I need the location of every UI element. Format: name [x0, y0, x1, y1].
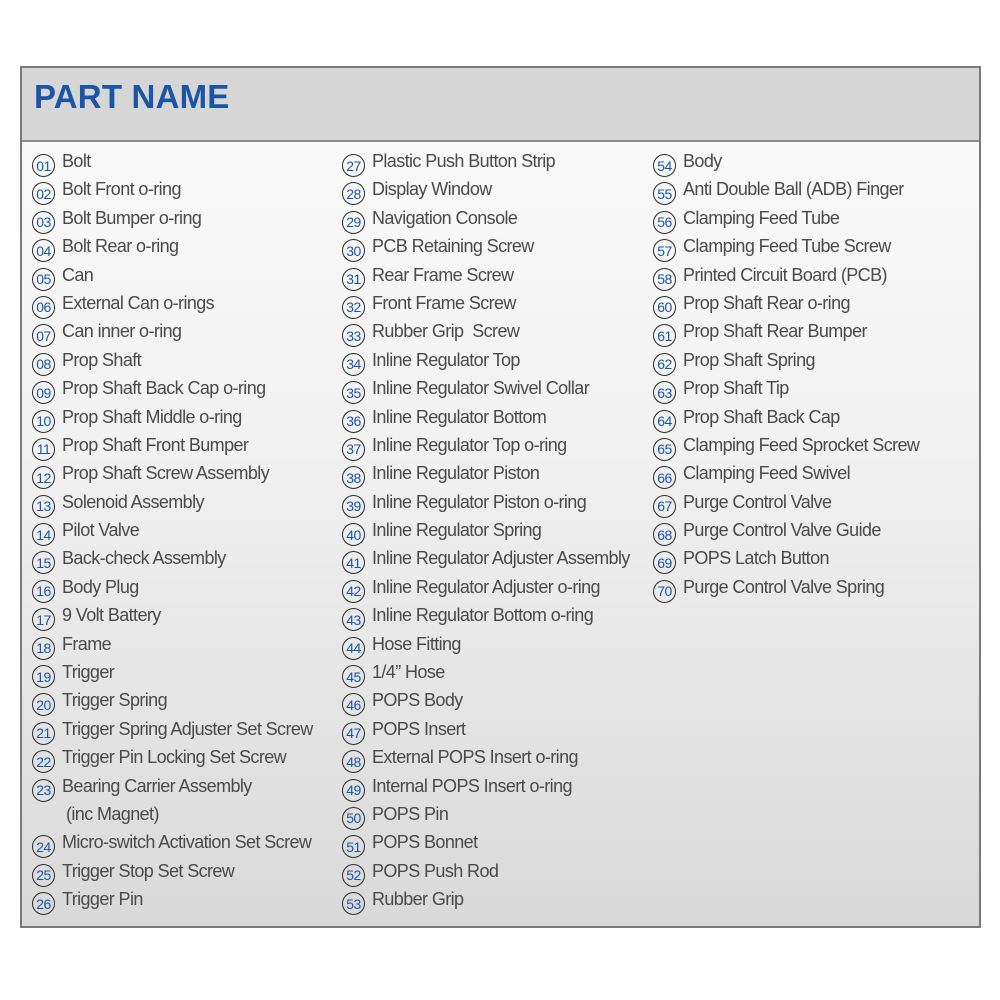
- part-item: [342, 235, 630, 263]
- part-name-text: POPS Body: [372, 690, 463, 711]
- part-name-text: Frame: [62, 633, 112, 654]
- part-name: [372, 349, 520, 372]
- part-name: [683, 292, 850, 315]
- part-number-badge: 10: [32, 410, 55, 433]
- part-number-badge: 36: [342, 410, 365, 433]
- part-number-badge: 64: [653, 410, 676, 433]
- part-item: [342, 150, 630, 178]
- part-item: [32, 235, 313, 263]
- part-item: [342, 718, 630, 746]
- part-name: [372, 491, 586, 514]
- part-name-text: Rubber Grip Screw: [372, 321, 520, 342]
- part-name-text: Clamping Feed Sprocket Screw: [683, 434, 920, 455]
- part-item: [32, 831, 313, 859]
- part-item: [32, 888, 313, 916]
- part-name: [372, 746, 578, 769]
- part-name: [372, 689, 463, 712]
- part-name: [372, 888, 463, 911]
- part-name-text: Purge Control Valve Spring: [683, 576, 885, 597]
- part-item: [653, 377, 919, 405]
- part-name-text: Printed Circuit Board (PCB): [683, 264, 887, 285]
- part-number-badge: 46: [342, 693, 365, 716]
- part-number-badge: 49: [342, 779, 365, 802]
- part-item: [653, 235, 919, 263]
- part-item: [342, 604, 630, 632]
- part-name: [372, 519, 541, 542]
- part-number-badge: 47: [342, 722, 365, 745]
- part-name: [372, 150, 555, 173]
- part-number-badge: 63: [653, 381, 676, 404]
- part-number-badge: 17: [32, 608, 55, 631]
- part-number-badge: 60: [653, 296, 676, 319]
- part-name: [372, 831, 477, 854]
- part-item: [342, 746, 630, 774]
- part-name-text: POPS Pin: [372, 803, 449, 824]
- part-number-badge: 69: [653, 551, 676, 574]
- part-item: [32, 320, 313, 348]
- part-name: [62, 349, 141, 372]
- part-name-text: Clamping Feed Swivel: [683, 463, 851, 484]
- part-name-text: Prop Shaft Back Cap: [683, 406, 840, 427]
- parts-column-2: [342, 150, 630, 917]
- part-number-badge: 14: [32, 523, 55, 546]
- part-item: [32, 718, 313, 746]
- part-name: [62, 746, 286, 769]
- part-name-text: Bolt: [62, 151, 91, 171]
- part-name-text: Trigger Spring Adjuster Set Screw: [62, 718, 313, 739]
- part-name: [62, 604, 161, 627]
- part-item: [342, 349, 630, 377]
- part-number-badge: 33: [342, 324, 365, 347]
- part-number-badge: 24: [32, 835, 55, 858]
- part-name-text: Inline Regulator Top o-ring: [372, 434, 567, 455]
- parts-list-panel: [20, 66, 981, 928]
- part-name: [62, 661, 114, 684]
- part-number-badge: 03: [32, 211, 55, 234]
- part-item: [32, 349, 313, 377]
- part-item: [342, 775, 630, 803]
- part-number-badge: 62: [653, 353, 676, 376]
- part-name: [683, 207, 839, 230]
- part-name: [62, 292, 214, 315]
- part-item: [342, 207, 630, 235]
- part-name: [62, 434, 248, 457]
- part-name-text: Inline Regulator Bottom: [372, 406, 547, 427]
- part-name: [372, 292, 516, 315]
- part-item: [342, 689, 630, 717]
- part-name: [62, 320, 181, 343]
- part-name-text: Anti Double Ball (ADB) Finger: [683, 179, 904, 200]
- part-name: [62, 547, 226, 570]
- part-item: [342, 576, 630, 604]
- part-item: [653, 178, 919, 206]
- part-number-badge: 38: [342, 466, 365, 489]
- part-name: [62, 831, 311, 854]
- part-number-badge: 48: [342, 750, 365, 773]
- part-item: [653, 292, 919, 320]
- part-name: [372, 775, 572, 798]
- part-name: [62, 178, 181, 201]
- part-name: [372, 604, 593, 627]
- part-name: [372, 661, 445, 684]
- part-name-text: Can: [62, 264, 94, 285]
- part-name: [683, 491, 831, 514]
- part-item: [653, 349, 919, 377]
- part-item: [342, 860, 630, 888]
- part-name: [62, 235, 178, 258]
- part-name: [683, 377, 789, 400]
- part-number-badge: 04: [32, 239, 55, 262]
- part-item: [342, 491, 630, 519]
- part-item: [342, 888, 630, 916]
- part-item: [32, 264, 313, 292]
- part-name: [683, 519, 881, 542]
- part-name: [683, 434, 919, 457]
- part-item: [653, 547, 919, 575]
- part-number-badge: 41: [342, 551, 365, 574]
- part-name-text: Prop Shaft Rear Bumper: [683, 321, 867, 342]
- part-name-text: Can inner o-ring: [62, 321, 182, 342]
- part-number-badge: 40: [342, 523, 365, 546]
- part-name-text: 9 Volt Battery: [62, 605, 161, 626]
- part-item: [342, 292, 630, 320]
- part-name: [62, 775, 252, 826]
- part-number-badge: 51: [342, 835, 365, 858]
- part-item: [342, 831, 630, 859]
- part-name: [62, 888, 143, 911]
- part-number-badge: 68: [653, 523, 676, 546]
- part-number-badge: 05: [32, 268, 55, 291]
- part-number-badge: 28: [342, 182, 365, 205]
- part-name-text: External POPS Insert o-ring: [372, 747, 578, 768]
- part-number-badge: 02: [32, 182, 55, 205]
- part-name-text: Solenoid Assembly: [62, 491, 204, 512]
- part-name-text: Front Frame Screw: [372, 292, 516, 313]
- part-name-text: POPS Latch Button: [683, 548, 829, 569]
- part-item: [32, 491, 313, 519]
- part-number-badge: 44: [342, 637, 365, 660]
- part-number-badge: 52: [342, 864, 365, 887]
- part-item: [32, 406, 313, 434]
- part-item: [32, 689, 313, 717]
- part-name: [683, 462, 850, 485]
- part-name-text: Rear Frame Screw: [372, 264, 514, 285]
- part-item: [342, 434, 630, 462]
- part-number-badge: 70: [653, 580, 676, 603]
- part-number-badge: 56: [653, 211, 676, 234]
- part-item: [32, 462, 313, 490]
- part-item: [32, 775, 313, 832]
- part-name-text: Bearing Carrier Assembly: [62, 775, 252, 796]
- part-number-badge: 09: [32, 381, 55, 404]
- part-name: [683, 320, 867, 343]
- part-name: [372, 264, 513, 287]
- part-name: [372, 377, 589, 400]
- part-name-text: Purge Control Valve: [683, 491, 832, 512]
- part-name: [62, 633, 111, 656]
- part-name-text: Navigation Console: [372, 207, 518, 228]
- part-number-badge: 39: [342, 495, 365, 518]
- part-number-badge: 31: [342, 268, 365, 291]
- part-name: [372, 235, 534, 258]
- part-number-badge: 16: [32, 580, 55, 603]
- part-name-text: POPS Insert: [372, 718, 466, 739]
- part-name-text: Clamping Feed Tube Screw: [683, 236, 891, 257]
- part-number-badge: 13: [32, 495, 55, 518]
- part-number-badge: 19: [32, 665, 55, 688]
- part-item: [342, 519, 630, 547]
- part-name-text: 1/4” Hose: [372, 662, 445, 683]
- part-name: [62, 406, 242, 429]
- part-item: [342, 178, 630, 206]
- part-number-badge: 15: [32, 551, 55, 574]
- part-item: [653, 150, 919, 178]
- part-number-badge: 26: [32, 892, 55, 915]
- part-number-badge: 01: [32, 154, 55, 177]
- part-name-text: Body: [683, 151, 722, 171]
- part-item: [32, 519, 313, 547]
- part-item: [653, 434, 919, 462]
- part-number-badge: 30: [342, 239, 365, 262]
- part-name-text: Inline Regulator Adjuster Assembly: [372, 548, 630, 569]
- part-item: [342, 320, 630, 348]
- part-name-text: Inline Regulator Piston o-ring: [372, 491, 587, 512]
- part-name-text: Inline Regulator Piston: [372, 463, 540, 484]
- part-item: [653, 576, 919, 604]
- part-name: [683, 547, 829, 570]
- part-item: [32, 207, 313, 235]
- part-name-text: Prop Shaft Front Bumper: [62, 434, 249, 455]
- part-item: [653, 491, 919, 519]
- part-number-badge: 18: [32, 637, 55, 660]
- part-number-badge: 20: [32, 693, 55, 716]
- part-item: [653, 406, 919, 434]
- part-number-badge: 45: [342, 665, 365, 688]
- part-name-continuation: (inc Magnet): [66, 803, 159, 824]
- part-name: [62, 150, 91, 173]
- part-item: [32, 150, 313, 178]
- part-item: [32, 746, 313, 774]
- part-name-text: Display Window: [372, 179, 492, 200]
- part-name-text: Inline Regulator Bottom o-ring: [372, 605, 594, 626]
- part-name-text: Rubber Grip: [372, 889, 464, 910]
- part-name: [683, 264, 887, 287]
- part-number-badge: 12: [32, 466, 55, 489]
- part-name: [372, 434, 567, 457]
- part-item: [32, 547, 313, 575]
- part-name: [372, 207, 517, 230]
- part-name-text: POPS Bonnet: [372, 832, 478, 853]
- part-item: [32, 604, 313, 632]
- part-name: [62, 718, 313, 741]
- parts-column-3: [653, 150, 919, 604]
- part-name: [62, 264, 93, 287]
- part-name: [683, 235, 891, 258]
- part-name: [62, 519, 139, 542]
- part-name-text: Clamping Feed Tube: [683, 207, 840, 228]
- part-name: [372, 803, 448, 826]
- part-name-text: POPS Push Rod: [372, 860, 499, 881]
- part-name-text: Trigger Stop Set Screw: [62, 860, 235, 881]
- part-name-text: Prop Shaft Screw Assembly: [62, 463, 270, 484]
- part-name-text: Back-check Assembly: [62, 548, 226, 569]
- part-number-badge: 67: [653, 495, 676, 518]
- part-name: [62, 576, 139, 599]
- part-number-badge: 42: [342, 580, 365, 603]
- part-name-text: Inline Regulator Top: [372, 349, 520, 370]
- part-name: [372, 718, 465, 741]
- part-name-text: Prop Shaft: [62, 349, 142, 370]
- part-number-badge: 35: [342, 381, 365, 404]
- part-item: [32, 661, 313, 689]
- part-number-badge: 22: [32, 750, 55, 773]
- part-name: [62, 377, 266, 400]
- part-name: [62, 491, 204, 514]
- part-number-badge: 61: [653, 324, 676, 347]
- part-name-text: Prop Shaft Middle o-ring: [62, 406, 242, 427]
- part-name: [683, 406, 840, 429]
- part-name: [683, 349, 815, 372]
- part-number-badge: 27: [342, 154, 365, 177]
- part-name-text: Pilot Valve: [62, 520, 140, 541]
- part-name: [62, 207, 201, 230]
- part-number-badge: 23: [32, 779, 55, 802]
- part-item: [342, 264, 630, 292]
- part-name-text: Trigger Spring: [62, 690, 167, 711]
- part-name-text: Inline Regulator Adjuster o-ring: [372, 576, 600, 597]
- part-item: [32, 633, 313, 661]
- part-number-badge: 53: [342, 892, 365, 915]
- part-item: [653, 264, 919, 292]
- part-item: [32, 576, 313, 604]
- part-name-text: Body Plug: [62, 576, 139, 597]
- part-name: [62, 689, 167, 712]
- part-number-badge: 32: [342, 296, 365, 319]
- header-bar: [22, 68, 979, 142]
- part-name: [372, 320, 519, 343]
- part-item: [32, 292, 313, 320]
- page-title: PART NAME: [34, 78, 230, 115]
- part-name-text: Plastic Push Button Strip: [372, 151, 556, 171]
- part-name: [683, 576, 884, 599]
- part-number-badge: 50: [342, 807, 365, 830]
- part-name: [372, 178, 492, 201]
- part-name-text: Purge Control Valve Guide: [683, 520, 881, 541]
- part-number-badge: 08: [32, 353, 55, 376]
- part-number-badge: 25: [32, 864, 55, 887]
- part-item: [342, 547, 630, 575]
- part-name-text: Prop Shaft Rear o-ring: [683, 292, 850, 313]
- part-item: [342, 661, 630, 689]
- part-name: [372, 860, 498, 883]
- part-name: [372, 576, 600, 599]
- part-number-badge: 07: [32, 324, 55, 347]
- part-name: [372, 633, 461, 656]
- part-name: [62, 462, 269, 485]
- part-number-badge: 11: [32, 438, 55, 461]
- part-item: [342, 377, 630, 405]
- part-item: [653, 462, 919, 490]
- part-name: [372, 406, 546, 429]
- part-number-badge: 66: [653, 466, 676, 489]
- part-item: [32, 860, 313, 888]
- part-item: [653, 207, 919, 235]
- part-name-text: Inline Regulator Spring: [372, 520, 542, 541]
- part-item: [653, 519, 919, 547]
- part-name-text: Prop Shaft Spring: [683, 349, 815, 370]
- part-name-text: Hose Fitting: [372, 633, 461, 654]
- part-number-badge: 37: [342, 438, 365, 461]
- part-name-text: Bolt Rear o-ring: [62, 236, 179, 257]
- part-number-badge: 34: [342, 353, 365, 376]
- part-item: [32, 434, 313, 462]
- part-name: [683, 178, 904, 201]
- part-name-text: Prop Shaft Back Cap o-ring: [62, 378, 266, 399]
- part-name-text: Inline Regulator Swivel Collar: [372, 378, 590, 399]
- part-number-badge: 43: [342, 608, 365, 631]
- part-item: [653, 320, 919, 348]
- part-name-text: Prop Shaft Tip: [683, 378, 789, 399]
- part-name-text: Trigger Pin: [62, 889, 143, 910]
- part-number-badge: 57: [653, 239, 676, 262]
- part-name-text: PCB Retaining Screw: [372, 236, 534, 257]
- part-number-badge: 21: [32, 722, 55, 745]
- part-number-badge: 29: [342, 211, 365, 234]
- part-item: [342, 406, 630, 434]
- part-item: [342, 803, 630, 831]
- part-name-text: Bolt Front o-ring: [62, 179, 181, 200]
- part-name: [683, 150, 722, 173]
- part-name-text: Bolt Bumper o-ring: [62, 207, 202, 228]
- part-number-badge: 06: [32, 296, 55, 319]
- part-name-text: Internal POPS Insert o-ring: [372, 775, 572, 796]
- part-item: [32, 377, 313, 405]
- part-name-text: Micro-switch Activation Set Screw: [62, 832, 312, 853]
- part-number-badge: 55: [653, 182, 676, 205]
- part-name: [372, 462, 539, 485]
- part-name-text: External Can o-rings: [62, 292, 215, 313]
- part-name: [62, 860, 234, 883]
- part-name: [372, 547, 630, 570]
- part-number-badge: 54: [653, 154, 676, 177]
- part-item: [32, 178, 313, 206]
- part-number-badge: 58: [653, 268, 676, 291]
- part-name-text: Trigger Pin Locking Set Screw: [62, 747, 287, 768]
- parts-column-1: [32, 150, 313, 917]
- part-number-badge: 65: [653, 438, 676, 461]
- part-item: [342, 462, 630, 490]
- part-item: [342, 633, 630, 661]
- part-name-text: Trigger: [62, 662, 115, 683]
